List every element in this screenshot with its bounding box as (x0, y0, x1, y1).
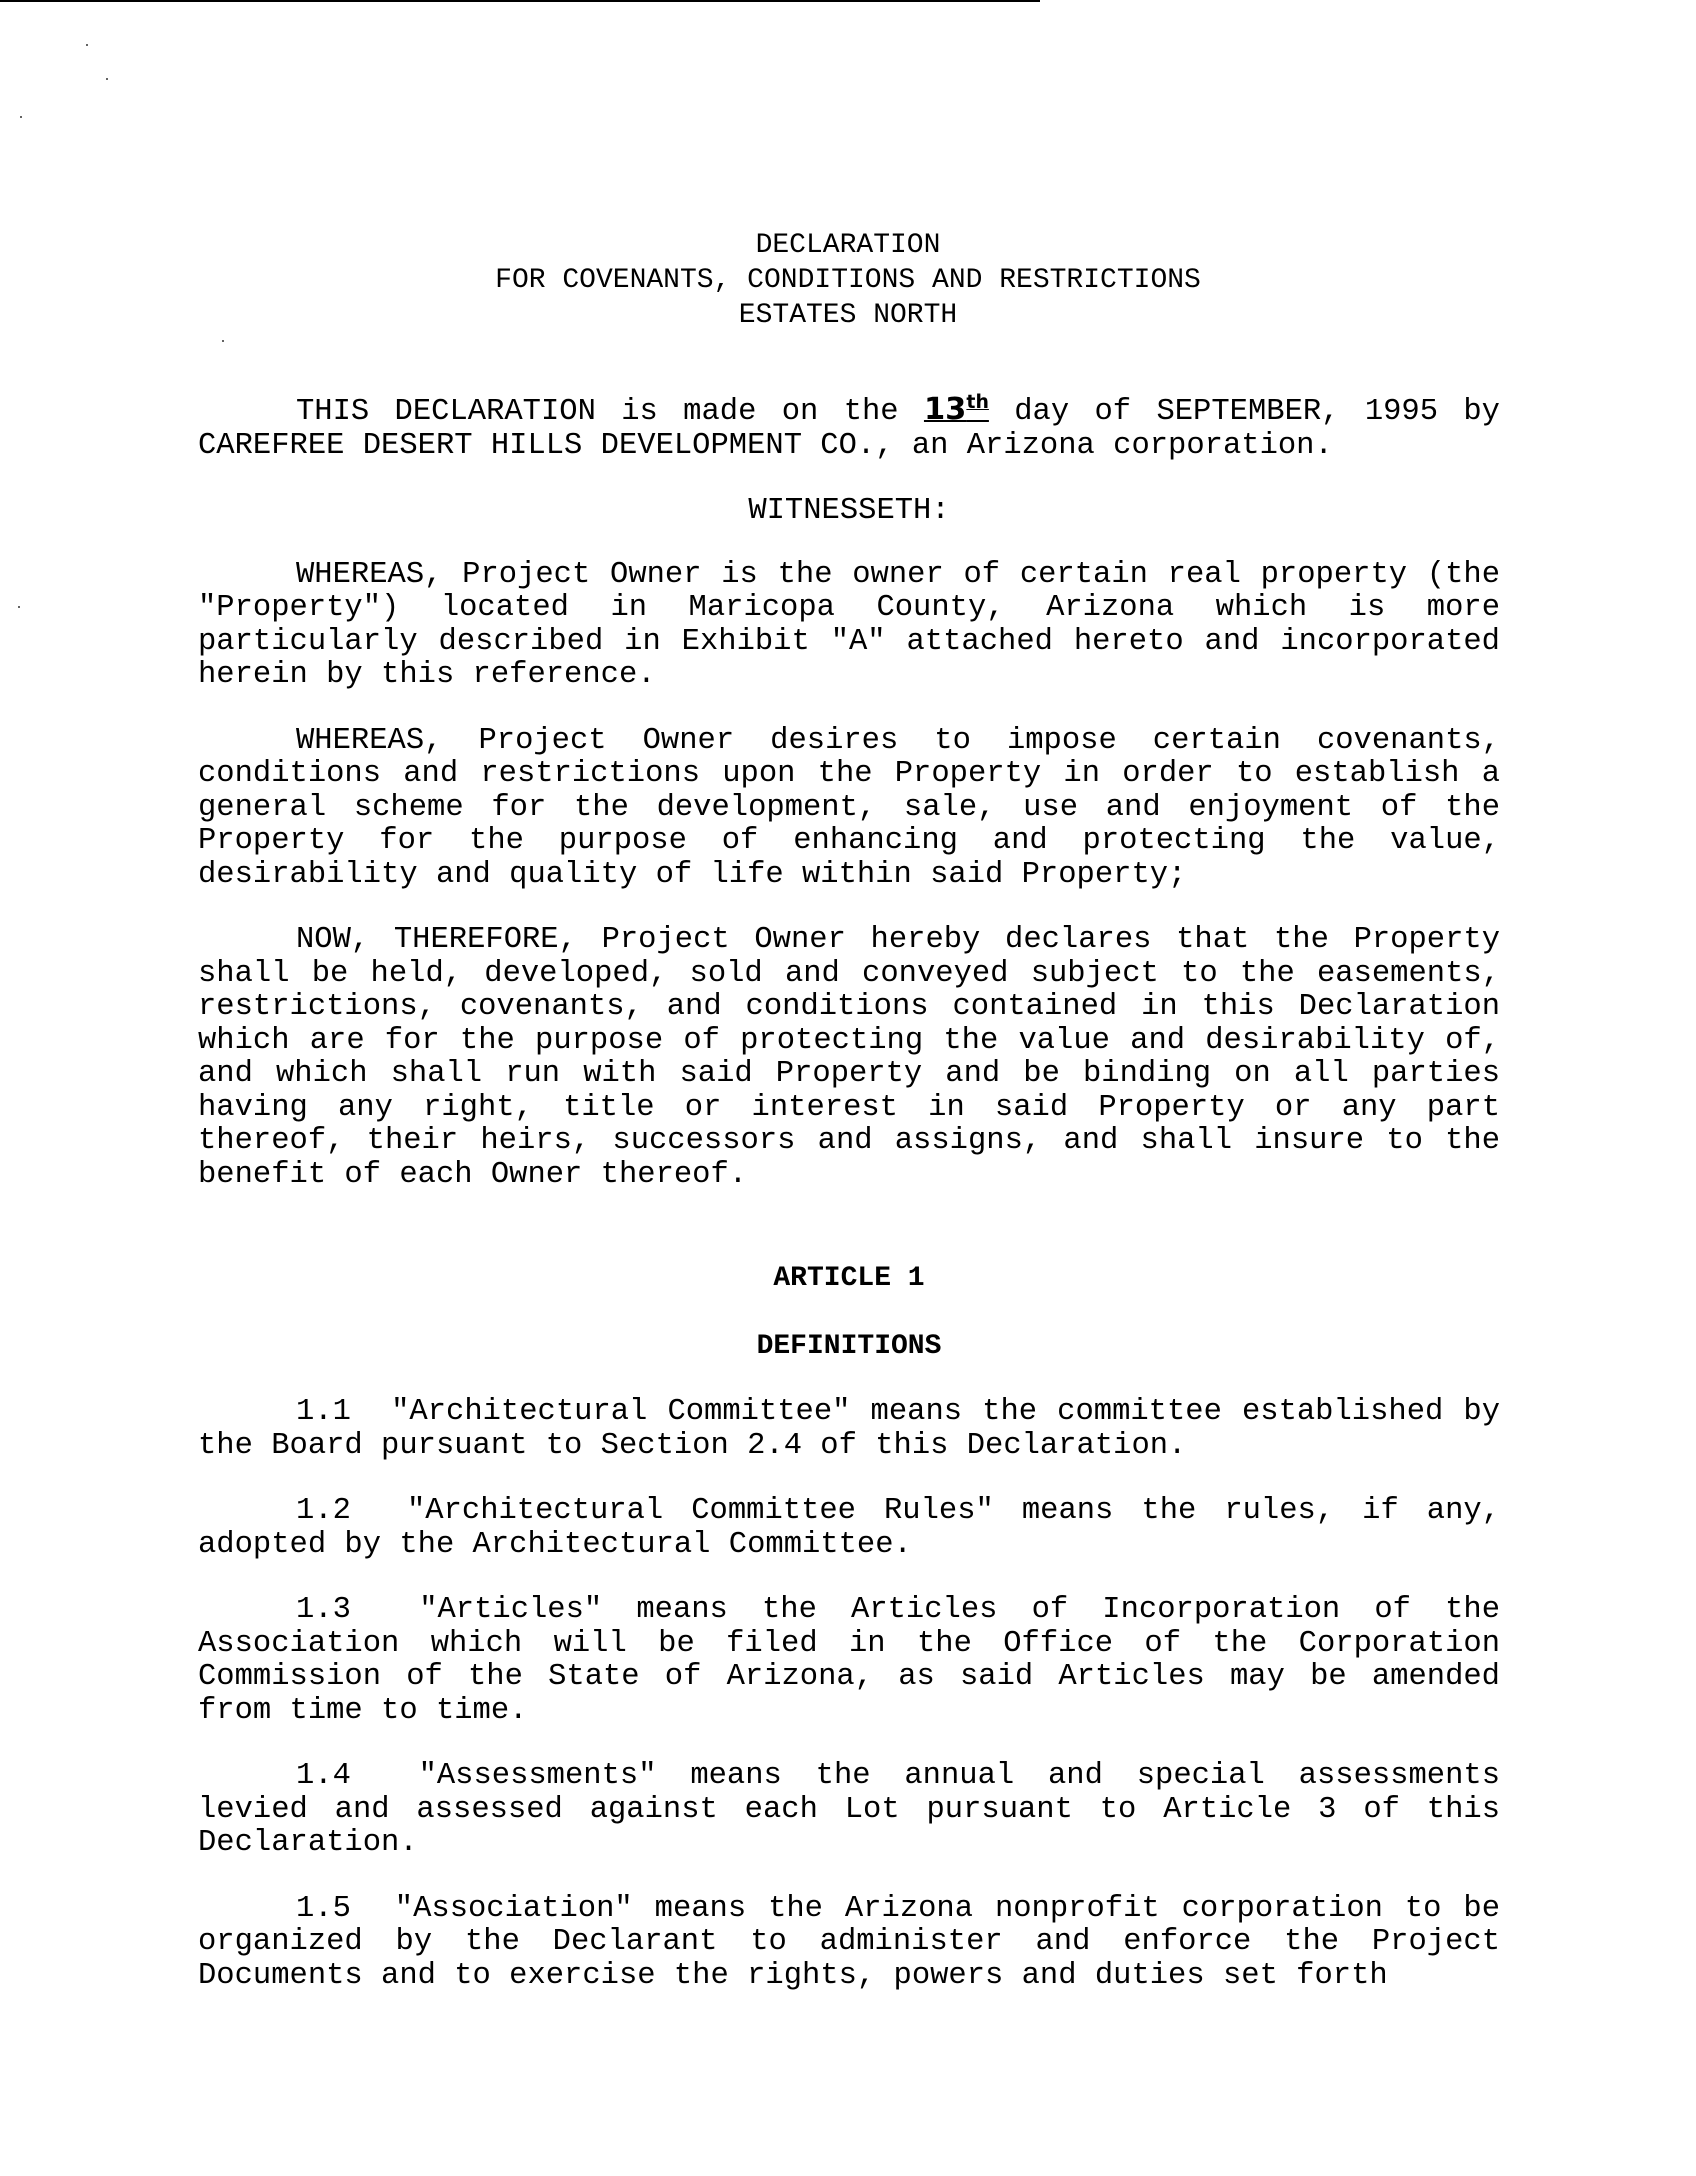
scan-speck (18, 606, 20, 608)
article-title: DEFINITIONS (756, 1330, 942, 1362)
date-number: 13 (923, 392, 967, 427)
scan-top-edge-line (0, 0, 1040, 2)
title-line-2: FOR COVENANTS, CONDITIONS AND RESTRICTIONS (495, 265, 1201, 296)
definition-text: "Architectural Committee Rules" means the rules, if any, adopted by the Architectural Committee. (198, 1494, 1501, 1562)
document-body (198, 390, 1501, 2025)
intro-paragraph (198, 390, 1500, 463)
handwritten-date (924, 392, 989, 427)
definition-number: 1.1 (296, 1395, 351, 1429)
recital-paragraph: WHEREAS, Project Owner desires to impose certain covenants, conditions and restrictions upon the Property in order to establish a general scheme for the development, sale, use and enjoyment of the Property for the purpose of enhancing and protecting the value, desirability and quality of life within said Property; (198, 723, 1500, 892)
definition-text: "Association" means the Arizona nonprofit corporation to be organized by the Declarant to administer and enforce the Project Documents and to exercise the rights, powers and duties set forth (198, 1891, 1500, 1993)
definition-number: 1.4 (296, 1759, 351, 1793)
date-suffix: th (966, 390, 989, 413)
witnesseth-heading: WITNESSETH: (748, 494, 950, 528)
title-line-1: DECLARATION (755, 230, 941, 261)
definition-text: "Assessments" means the annual and special assessments levied and assessed against each Lot pursuant to Article 3 of this Declaration. (198, 1759, 1500, 1860)
scan-speck (20, 116, 22, 118)
definition-item (198, 1893, 1500, 1994)
definition-number: 1.5 (296, 1891, 351, 1926)
document-title (0, 228, 1696, 333)
scan-speck (86, 44, 88, 46)
definition-number: 1.2 (296, 1494, 351, 1528)
definition-item (198, 1396, 1500, 1463)
definition-text: "Architectural Committee" means the committee established by the Board pursuant to Section 2.4 of this Declaration. (198, 1395, 1500, 1463)
definition-item (198, 1760, 1500, 1861)
definition-item (198, 1594, 1500, 1728)
scan-speck (106, 78, 108, 80)
recital-paragraph: NOW, THEREFORE, Project Owner hereby declares that the Property shall be held, developed, sold and conveyed subject to the easements, restrictions, covenants, and conditions contained in this Declaration which are for the purpose of protecting the value and desirability of, and which shall run with said Property and be binding on all parties having any right, title or interest in said Property or any part thereof, their heirs, successors and assigns, and shall insure to the benefit of each Owner thereof. (198, 923, 1500, 1192)
title-line-3: ESTATES NORTH (738, 300, 958, 331)
intro-text-after-date: day of SEPTEMBER, 1995 by CAREFREE DESERT HILLS DEVELOPMENT CO., an Arizona corporation. (198, 395, 1500, 463)
definition-number: 1.3 (296, 1593, 351, 1627)
recital-paragraph: WHEREAS, Project Owner is the owner of certain real property (the "Property") located in Maricopa County, Arizona which is more particularly described in Exhibit "A" attached hereto and incorporated herein by this reference. (198, 557, 1500, 692)
article-number: ARTICLE 1 (773, 1263, 925, 1294)
intro-text-before-date: THIS DECLARATION is made on the (296, 395, 924, 429)
scan-speck (222, 340, 224, 342)
definition-text: "Articles" means the Articles of Incorporation of the Association which will be filed in the Office of the Corporation Commission of the State of Arizona, as said Articles may be amended from time to time. (198, 1593, 1501, 1728)
definition-item (198, 1495, 1500, 1562)
